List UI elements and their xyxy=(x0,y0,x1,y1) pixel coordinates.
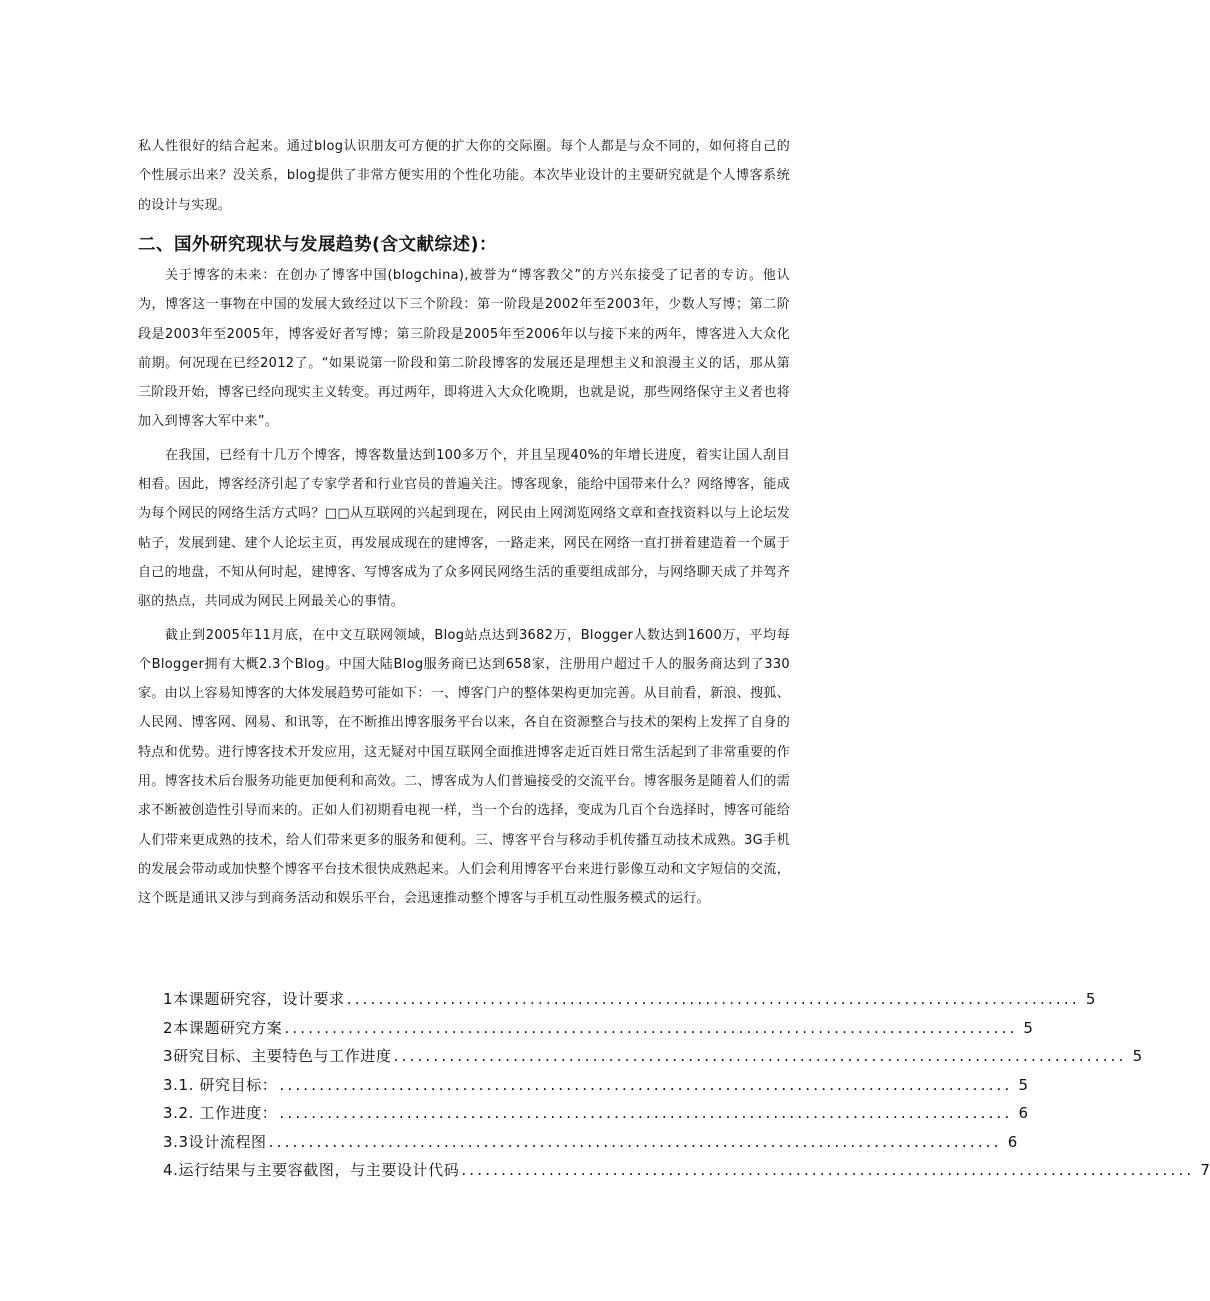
toc-leader-dots: ............................................................................................ xyxy=(346,990,1080,1008)
paragraph-blog-china: 在我国，已经有十几万个博客，博客数量达到100多万个，并且呈现40%的年增长进度，着实让国人刮目相看。因此，博客经济引起了专家学者和行业官员的普遍关注。博客现象，能给中国带来什么？网络博客，能成为每个网民的网络生活方式吗？□□从互联网的兴起到现在，网民由上网浏览网络文章和查找资料以与上论坛发帖子，发展到建、建个人论坛主页，再发展成现在的建博客，一路走来，网民在网络一直打拼着建造着一个属于自己的地盘，不知从何时起，建博客、写博客成为了众多网民网络生活的重要组成部分，与网络聊天成了并驾齐驱的热点，共同成为网民上网最关心的事情。 xyxy=(138,447,790,610)
toc-entry-page: 6 xyxy=(1007,1132,1018,1151)
paragraph-blog-trends: 截止到2005年11月底，在中文互联网领域，Blog站点达到3682万，Blogger人数达到1600万，平均每个Blogger拥有大概2.3个Blog。中国大陆Blog服务商已达到658家，注册用户超过千人的服务商达到了330家。由以上容易知博客的大体发展趋势可能如下：一、博客门户的整体架构更加完善。从目前看，新浪、搜狐、人民网、博客网、网易、和讯等，在不断推出博客服务平台以来，各自在资源整合与技术的架构上发挥了自身的特点和优势。进行博客技术开发应用，这无疑对中国互联网全面推进博客走近百姓日常生活起到了非常重要的作用。博客技术后台服务功能更加便利和高效。二、博客成为人们普遍接受的交流平台。博客服务是随着人们的需求不断被创造性引导而来的。正如人们初期看电视一样，当一个台的选择，变成为几百个台选择时，博客可能给人们带来更成熟的技术，给人们带来更多的服务和便利。三、博客平台与移动手机传播互动技术成熟。3G手机的发展会带动或加快整个博客平台技术很快成熟起来。人们会利用博客平台来进行影像互动和文字短信的交流，这个既是通讯又涉与到商务活动和娱乐平台，会迅速推动整个博客与手机互动性服务模式的运行。 xyxy=(138,627,790,907)
toc-entry[interactable] xyxy=(163,1156,1210,1185)
toc-entry-label: 3研究目标、主要特色与工作进度 xyxy=(163,1047,392,1065)
toc-entry-page: 5 xyxy=(1085,990,1096,1008)
toc-leader-dots: ............................................................................................ xyxy=(279,1104,1013,1122)
toc-entry-label: 4.运行结果与主要容截图，与主要设计代码 xyxy=(163,1161,460,1179)
toc-leader-dots: ............................................................................................ xyxy=(284,1018,1018,1037)
toc-entry[interactable] xyxy=(163,985,1096,1014)
paragraph-blog-future: 关于博客的未来：在创办了博客中国(blogchina),被誉为“博客教父”的方兴东接受了记者的专访。他认为，博客这一事物在中国的发展大致经过以下三个阶段：第一阶段是2002年至2003年，少数人写博；第二阶段是2003年至2005年，博客爱好者写博；第三阶段是2005年至2006年以与接下来的两年，博客进入大众化前期。何况现在已经2012了。“如果说第一阶段和第二阶段博客的发展还是理想主义和浪漫主义的话，那从第三阶段开始，博客已经向现实主义转变。再过两年，即将进入大众化晚期，也就是说，那些网络保守主义者也将加入到博客大军中来”。 xyxy=(138,268,790,430)
toc-entry-label: 3.3设计流程图 xyxy=(163,1132,267,1151)
toc-entry-label: 3.1. 研究目标： xyxy=(163,1075,278,1094)
toc-leader-dots: ............................................................................................ xyxy=(461,1161,1195,1179)
toc-entry-label: 3.2. 工作进度： xyxy=(163,1104,278,1122)
toc-entry[interactable] xyxy=(163,1071,1029,1100)
toc-entry[interactable] xyxy=(163,1014,1033,1043)
intro-block xyxy=(138,132,790,220)
toc-leader-dots: ............................................................................................ xyxy=(268,1132,1002,1151)
toc-entry-page: 5 xyxy=(1023,1018,1033,1037)
toc-entry-page: 5 xyxy=(1018,1075,1029,1094)
toc-entry-page: 6 xyxy=(1018,1104,1029,1122)
toc-leader-dots: ............................................................................................ xyxy=(393,1047,1127,1065)
toc-entry-page: 7 xyxy=(1200,1161,1210,1179)
toc-leader-dots: ............................................................................................ xyxy=(279,1075,1013,1094)
section-body xyxy=(138,261,790,914)
intro-paragraph: 私人性很好的结合起来。通过blog认识朋友可方便的扩大你的交际圈。每个人都是与众不同的，如何将自己的个性展示出来？没关系，blog提供了非常方便实用的个性化功能。本次毕业设计的主要研究就是个人博客系统的设计与实现。 xyxy=(138,139,790,213)
toc-entry[interactable] xyxy=(163,1128,1018,1157)
toc-entry-page: 5 xyxy=(1132,1047,1143,1065)
toc-entry[interactable] xyxy=(163,1099,1029,1128)
toc-entry-label: 2本课题研究方案 xyxy=(163,1018,283,1037)
toc-entry-label: 1本课题研究容，设计要求 xyxy=(163,990,345,1008)
table-of-contents xyxy=(163,985,1210,1185)
toc-entry[interactable] xyxy=(163,1042,1143,1071)
section-heading: 二、国外研究现状与发展趋势(含文献综述)： xyxy=(138,235,497,255)
